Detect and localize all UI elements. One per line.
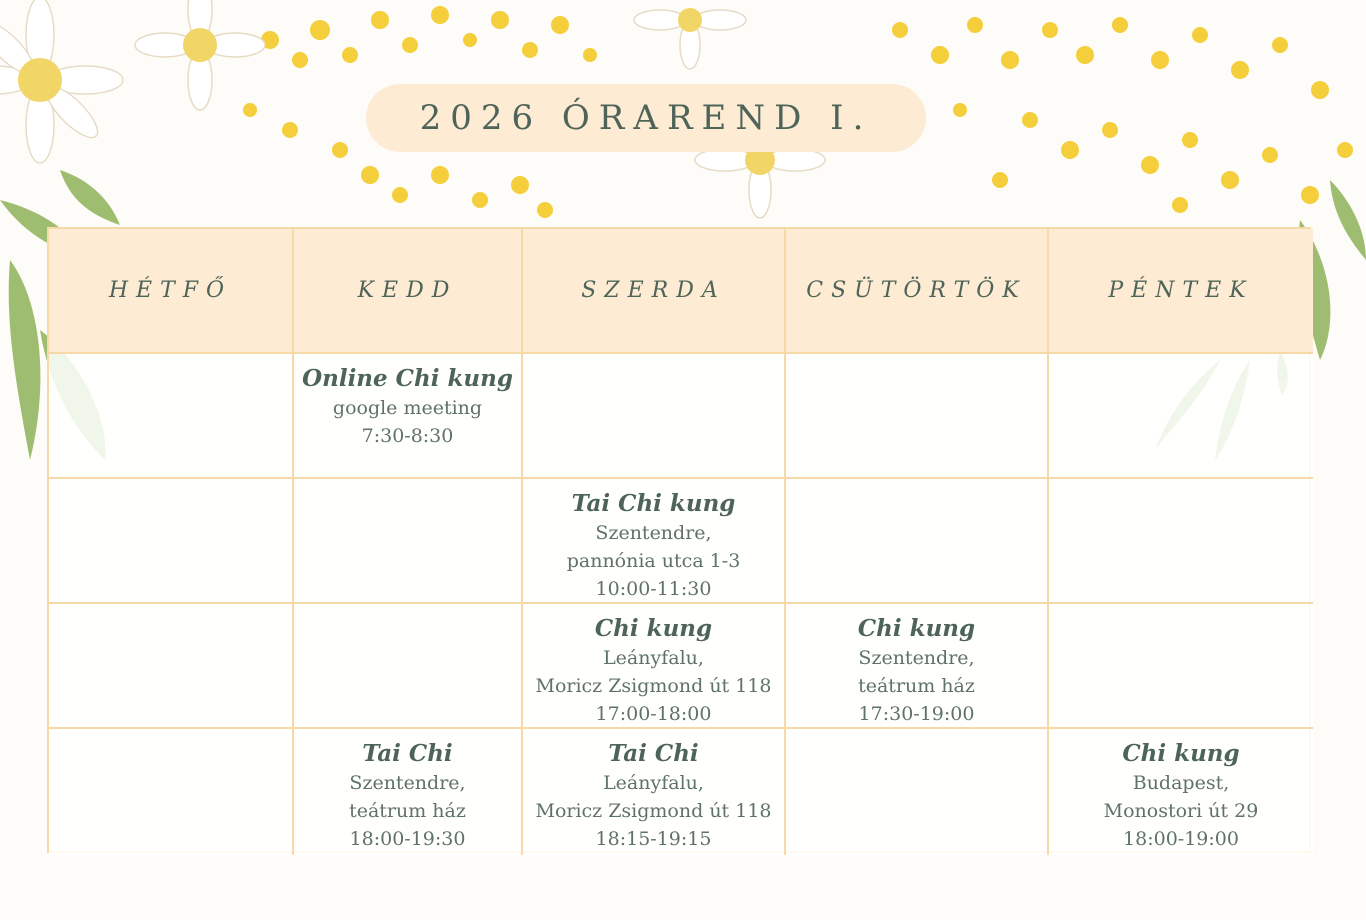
class-title: Tai Chi kung (571, 490, 736, 517)
class-title: Chi kung (1122, 740, 1240, 767)
class-title: Tai Chi (608, 740, 699, 767)
class-title: Chi kung (594, 615, 713, 642)
timetable-cell (49, 604, 294, 729)
class-title: Online Chi kung (302, 365, 513, 392)
day-header-thursday: CSÜTÖRTÖK (786, 229, 1049, 354)
timetable-cell (1049, 354, 1313, 479)
page-title: 2026 ÓRAREND I. (366, 84, 926, 152)
day-header-tuesday: KEDD (294, 229, 523, 354)
class-time: 7:30-8:30 (361, 425, 454, 447)
class-title: Chi kung (857, 615, 976, 642)
class-address: Moricz Zsigmond út 118 (535, 675, 772, 697)
class-location: Szentendre, (349, 772, 466, 794)
mimosa-right-icon (892, 17, 1353, 213)
timetable-cell (1049, 479, 1313, 604)
class-location: google meeting (332, 397, 483, 419)
timetable-cell (1049, 604, 1313, 729)
class-time: 18:00-19:00 (1123, 828, 1239, 850)
timetable-cell (786, 479, 1049, 604)
class-address: Monostori út 29 (1103, 800, 1259, 822)
class-time: 17:30-19:00 (858, 703, 975, 725)
timetable-cell (49, 354, 294, 479)
timetable-cell (523, 354, 786, 479)
class-location: Budapest, (1132, 772, 1230, 794)
timetable-cell (523, 729, 786, 855)
timetable-cell (786, 604, 1049, 729)
class-location: Szentendre, (595, 522, 712, 544)
class-time: 18:00-19:30 (349, 828, 466, 850)
day-header-monday: HÉTFŐ (49, 229, 294, 354)
day-header-wednesday: SZERDA (523, 229, 786, 354)
class-title: Tai Chi (362, 740, 453, 767)
timetable-cell (294, 354, 523, 479)
class-address: teátrum ház (349, 800, 466, 822)
day-header-friday: PÉNTEK (1049, 229, 1313, 354)
timetable-cell (786, 354, 1049, 479)
class-address: pannónia utca 1-3 (566, 550, 741, 572)
timetable-cell (294, 729, 523, 855)
class-location: Leányfalu, (603, 772, 704, 794)
class-time: 10:00-11:30 (595, 578, 712, 600)
timetable-cell (294, 604, 523, 729)
class-address: teátrum ház (858, 675, 975, 697)
class-time: 17:00-18:00 (595, 703, 712, 725)
timetable-cell (523, 604, 786, 729)
class-location: Leányfalu, (603, 647, 704, 669)
timetable-cell (294, 479, 523, 604)
class-time: 18:15-19:15 (595, 828, 712, 850)
timetable (47, 227, 1311, 853)
class-address: Moricz Zsigmond út 118 (535, 800, 772, 822)
timetable-cell (1049, 729, 1313, 855)
timetable-cell (49, 479, 294, 604)
timetable-cell (786, 729, 1049, 855)
timetable-cell (523, 479, 786, 604)
timetable-cell (49, 729, 294, 855)
class-location: Szentendre, (858, 647, 975, 669)
